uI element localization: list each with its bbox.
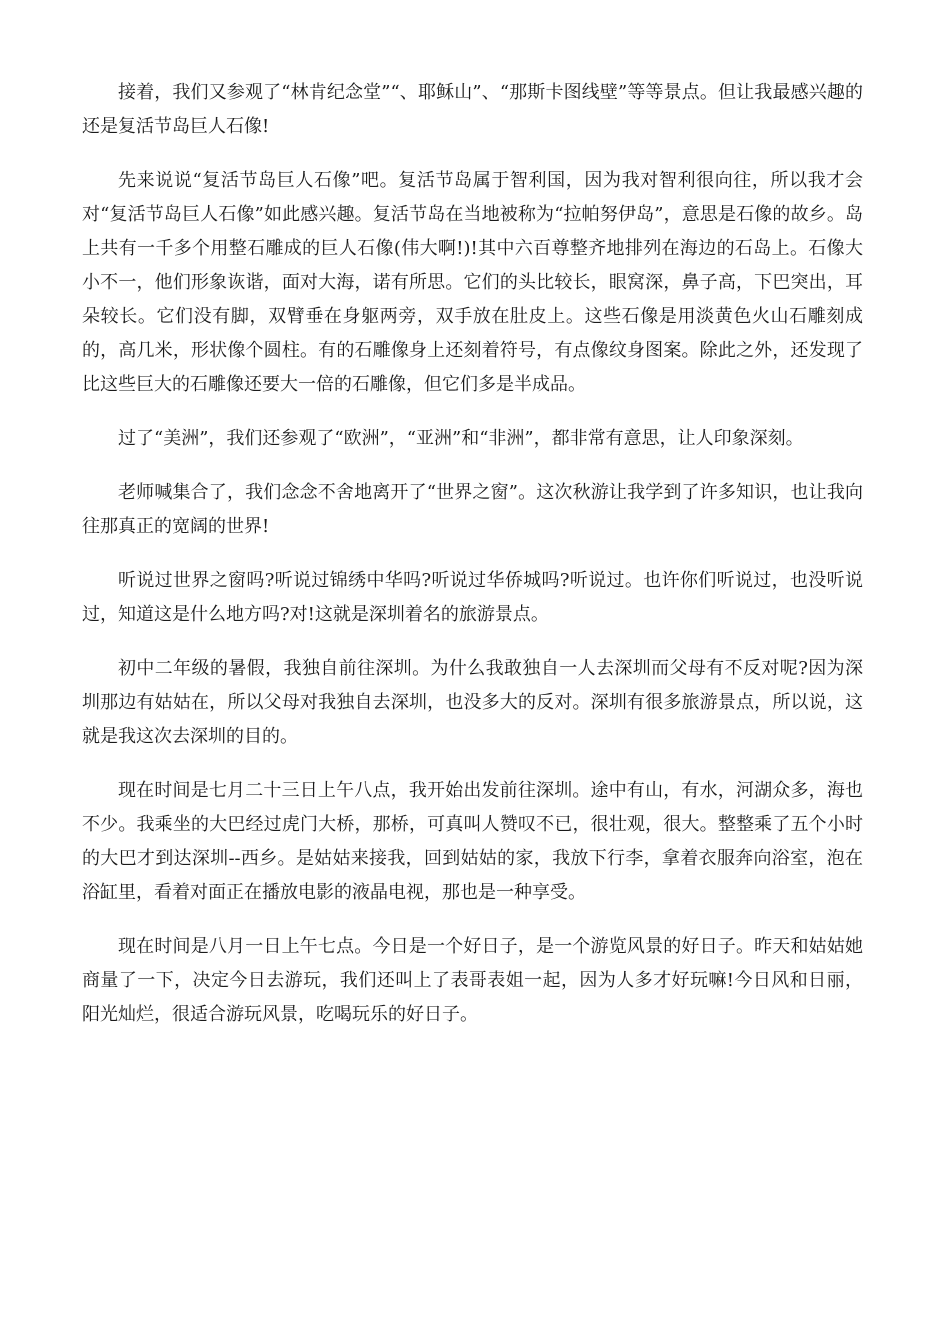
paragraph: 先来说说“复活节岛巨人石像”吧。复活节岛属于智利国，因为我对智利很向往，所以我才会对“复活节岛巨人石像”如此感兴趣。复活节岛在当地被称为“拉帕努伊岛”，意思是石像的故乡。岛上共有一千多个用整石雕成的巨人石像(伟大啊!)!其中六百尊整齐地排列在海边的石岛上。石像大小不一，他们形象诙谐，面对大海，诺有所思。它们的头比较长，眼窝深，鼻子高，下巴突出，耳朵较长。它们没有脚，双臂垂在身躯两旁，双手放在肚皮上。这些石像是用淡黄色火山石雕刻成的，高几米，形状像个圆柱。有的石雕像身上还刻着符号，有点像纹身图案。除此之外，还发现了比这些巨大的石雕像还要大一倍的石雕像，但它们多是半成品。 xyxy=(82,170,863,395)
paragraph: 现在时间是八月一日上午七点。今日是一个好日子，是一个游览风景的好日子。昨天和姑姑她商量了一下，决定今日去游玩，我们还叫上了表哥表姐一起，因为人多才好玩嘛!今日风和日丽，阳光灿烂，很适合游玩风景，吃喝玩乐的好日子。 xyxy=(82,936,863,1025)
paragraph: 接着，我们又参观了“林肯纪念堂”“、耶稣山”、“那斯卡图线壁”等等景点。但让我最感兴趣的还是复活节岛巨人石像! xyxy=(82,82,863,137)
paragraph: 过了“美洲”，我们还参观了“欧洲”，“亚洲”和“非洲”，都非常有意思，让人印象深刻。 xyxy=(118,428,804,449)
paragraph: 听说过世界之窗吗?听说过锦绣中华吗?听说过华侨城吗?听说过。也许你们听说过，也没听说过，知道这是什么地方吗?对!这就是深圳着名的旅游景点。 xyxy=(82,570,863,625)
paragraph: 现在时间是七月二十三日上午八点，我开始出发前往深圳。途中有山，有水，河湖众多，海也不少。我乘坐的大巴经过虎门大桥，那桥，可真叫人赞叹不已，很壮观，很大。整整乘了五个小时的大巴才到达深圳--西乡。是姑姑来接我，回到姑姑的家，我放下行李，拿着衣服奔向浴室，泡在浴缸里，看着对面正在播放电影的液晶电视，那也是一种享受。 xyxy=(82,780,863,903)
paragraph: 老师喊集合了，我们念念不舍地离开了“世界之窗”。这次秋游让我学到了许多知识，也让我向往那真正的宽阔的世界! xyxy=(82,482,863,537)
paragraph: 初中二年级的暑假，我独自前往深圳。为什么我敢独自一人去深圳而父母有不反对呢?因为深圳那边有姑姑在，所以父母对我独自去深圳，也没多大的反对。深圳有很多旅游景点，所以说，这就是我这次去深圳的目的。 xyxy=(82,658,863,747)
document-body xyxy=(82,76,863,1052)
